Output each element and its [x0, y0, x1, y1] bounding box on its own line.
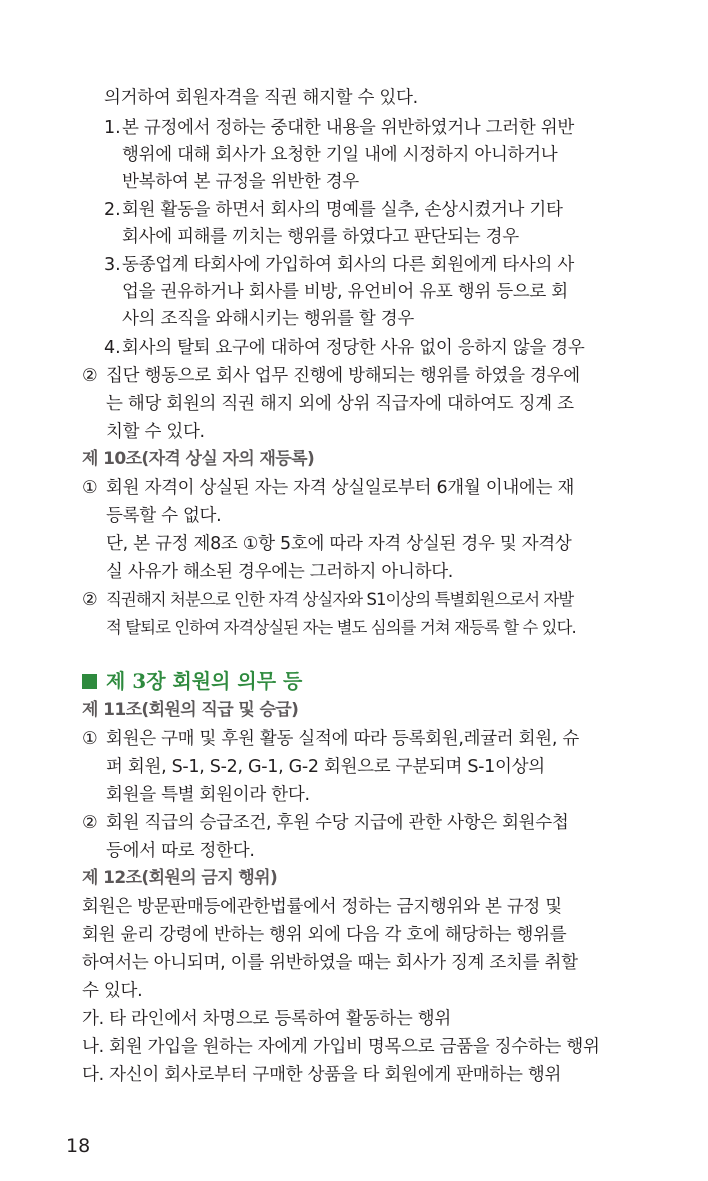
text-line: 회원 윤리 강령에 반하는 행위 외에 다음 각 호에 해당하는 행위를 [82, 925, 567, 945]
text-line: 단, 본 규정 제8조 ①항 5호에 따라 자격 상실된 경우 및 자격상 [106, 534, 572, 554]
article-heading: 제 10조(자격 상실 자의 재등록) [82, 449, 315, 469]
text-line: 적 탈퇴로 인하여 자격상실된 자는 별도 심의를 거쳐 재등록 할 수 있다. [106, 618, 576, 637]
circled-number: ① [82, 478, 98, 498]
item-number: 1. [104, 118, 121, 138]
circled-number: ② [82, 813, 98, 833]
text-line: 회원은 방문판매등에관한법률에서 정하는 금지행위와 본 규정 및 [82, 897, 562, 917]
text-line: 본 규정에서 정하는 중대한 내용을 위반하였거나 그러한 위반 [122, 118, 574, 138]
square-bullet-icon [82, 674, 97, 689]
text-line: 치할 수 있다. [106, 422, 205, 442]
text-line: 등에서 따로 정한다. [106, 841, 255, 861]
text-line: 회사에 피해를 끼치는 행위를 하였다고 판단되는 경우 [122, 227, 519, 247]
text-line: 하여서는 아니되며, 이를 위반하였을 때는 회사가 징계 조치를 취할 [82, 953, 578, 973]
text-line: 는 해당 회원의 직권 해지 외에 상위 직급자에 대하여도 징계 조 [106, 394, 574, 414]
text-line: 동종업계 타회사에 가입하여 회사의 다른 회원에게 타사의 사 [122, 255, 574, 275]
text-line: 회사의 탈퇴 요구에 대하여 정당한 사유 없이 응하지 않을 경우 [122, 338, 585, 358]
item-number: 4. [104, 338, 121, 358]
text-line: 회원 직급의 승급조건, 후원 수당 지급에 관한 사항은 회원수첩 [106, 813, 569, 833]
chapter-heading [82, 667, 302, 695]
text-line: 수 있다. [82, 981, 143, 1001]
text-line: 등록할 수 없다. [106, 506, 222, 526]
list-item: 다. 자신이 회사로부터 구매한 상품을 타 회원에게 판매하는 행위 [82, 1065, 562, 1085]
item-number: 2. [104, 200, 121, 220]
text-line: 퍼 회원, S-1, S-2, G-1, G-2 회원으로 구분되며 S-1이상의 [106, 757, 545, 777]
circled-number: ② [82, 366, 98, 386]
text-line: 직권해지 처분으로 인한 자격 상실자와 S1이상의 특별회원으로서 자발 [106, 590, 574, 609]
list-item: 가. 타 라인에서 차명으로 등록하여 활동하는 행위 [82, 1009, 451, 1029]
text-line: 회원을 특별 회원이라 한다. [106, 785, 310, 805]
text-line: 회원 활동을 하면서 회사의 명예를 실추, 손상시켰거나 기타 [122, 200, 563, 220]
item-number: 3. [104, 255, 121, 275]
text-line: 회원은 구매 및 후원 활동 실적에 따라 등록회원,레귤러 회원, 슈 [106, 729, 580, 749]
circled-number: ② [82, 590, 98, 610]
text-line: 집단 행동으로 회사 업무 진행에 방해되는 행위를 하였을 경우에 [106, 366, 580, 386]
text-line: 사의 조직을 와해시키는 행위를 할 경우 [122, 309, 414, 329]
page-number: 18 [66, 1135, 91, 1157]
article-heading: 제 11조(회원의 직급 및 승급) [82, 700, 299, 720]
circled-number: ① [82, 729, 98, 749]
chapter-title: 제 3장 회원의 의무 등 [106, 669, 303, 693]
text-line: 회원 자격이 상실된 자는 자격 상실일로부터 6개월 이내에는 재 [106, 478, 575, 498]
text-line: 실 사유가 해소된 경우에는 그러하지 아니하다. [106, 562, 454, 582]
text-line: 행위에 대해 회사가 요청한 기일 내에 시정하지 아니하거나 [122, 145, 558, 165]
article-heading: 제 12조(회원의 금지 행위) [82, 868, 278, 888]
text-line: 업을 권유하거나 회사를 비방, 유언비어 유포 행위 등으로 회 [122, 282, 568, 302]
text-line: 의거하여 회원자격을 직권 해지할 수 있다. [104, 88, 418, 108]
list-item: 나. 회원 가입을 원하는 자에게 가입비 명목으로 금품을 징수하는 행위 [82, 1037, 600, 1057]
text-line: 반복하여 본 규정을 위반한 경우 [122, 172, 359, 192]
